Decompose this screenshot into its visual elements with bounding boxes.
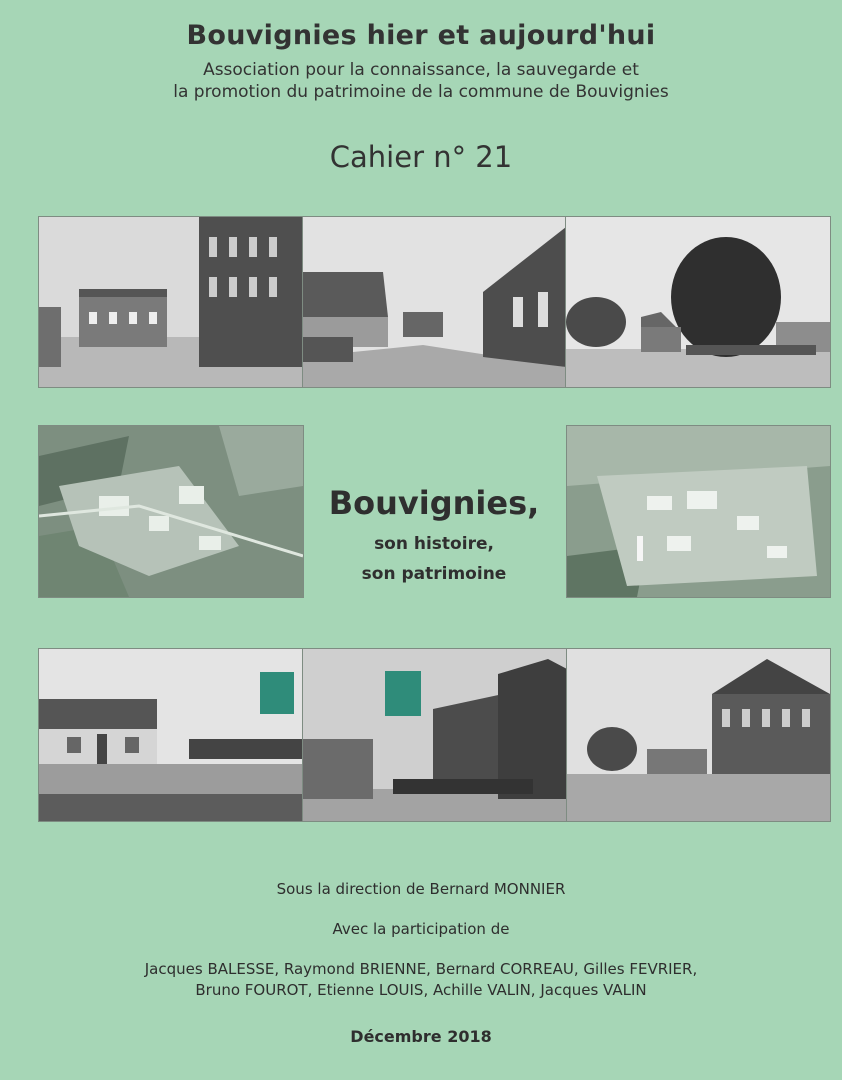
contributors-line-2: Bruno FOUROT, Etienne LOUIS, Achille VALIN, Jacques VALIN	[195, 981, 647, 999]
center-title: Bouvignies,	[328, 484, 540, 522]
association-subtitle-line-2: la promotion du patrimoine de la commune de Bouvignies	[173, 82, 669, 102]
center-subtitle-line-1: son histoire,	[374, 534, 494, 554]
association-subtitle-line-1: Association pour la connaissance, la sauvegarde et	[203, 60, 639, 80]
center-subtitle-line-2: son patrimoine	[361, 564, 507, 584]
publication-date: Décembre 2018	[350, 1027, 492, 1046]
director-credit: Sous la direction de Bernard MONNIER	[276, 880, 566, 898]
aerial-photo-village-left	[38, 425, 304, 598]
postcard-photo-village-entrance	[565, 216, 831, 388]
postcard-photo-village-road	[302, 216, 567, 388]
postcard-photo-farmhouse	[38, 648, 304, 822]
postcard-photo-place-street	[38, 216, 304, 388]
cover-title: Bouvignies hier et aujourd'hui	[186, 20, 656, 51]
postcard-photo-school	[566, 648, 831, 822]
postcard-photo-church-street	[302, 648, 568, 822]
issue-number: Cahier n° 21	[329, 140, 513, 174]
aerial-photo-village-right	[566, 425, 831, 598]
contributors-line-1: Jacques BALESSE, Raymond BRIENNE, Bernard CORREAU, Gilles FEVRIER,	[144, 960, 698, 978]
participation-label: Avec la participation de	[332, 920, 510, 938]
